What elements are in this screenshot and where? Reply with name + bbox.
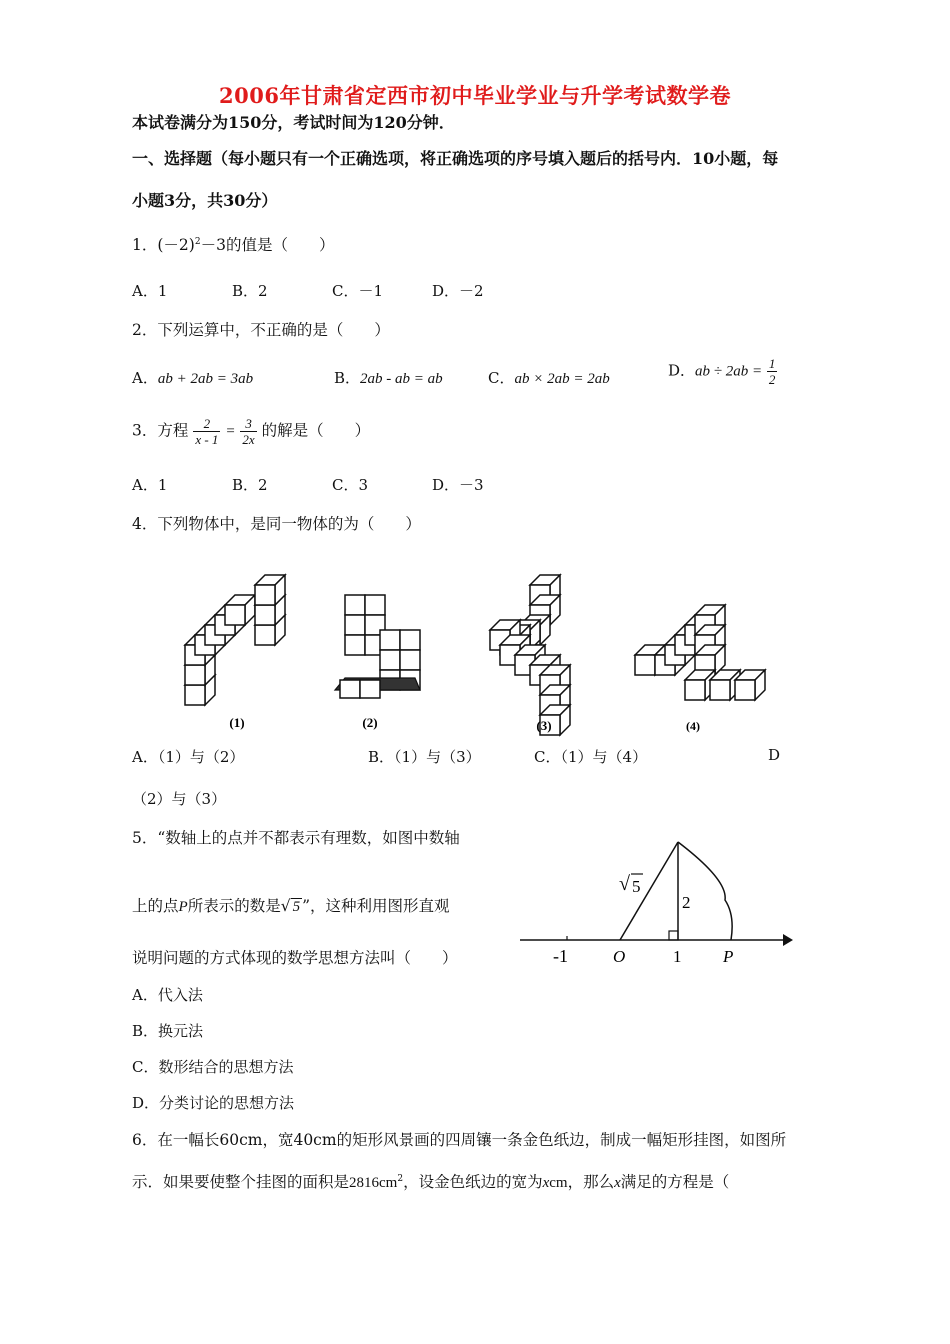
q4-figure-label-4: (4) — [686, 719, 700, 733]
q2-d-numerator: 1 — [768, 356, 776, 371]
q6-area-exponent: 2 — [397, 1173, 404, 1184]
q2-c-expression: ab × 2ab = 2ab — [514, 371, 610, 387]
q2-c-label: C． — [488, 369, 515, 387]
q1-option-d: D．－2 — [432, 282, 484, 300]
q6-line2-a: 示．如果要使整个挂图的面积是 — [132, 1173, 350, 1191]
arc-curve — [678, 842, 732, 940]
q4-option-c: C．（1）与（4） — [534, 748, 648, 766]
q3-option-b: B．2 — [232, 476, 268, 494]
q6-line2-d: 满足的方程是（ — [620, 1173, 730, 1191]
q4-figure-label-3: (3) — [536, 718, 552, 733]
q2-option-b — [334, 367, 443, 388]
section-heading-line2: 小题3分，共30分） — [132, 191, 278, 210]
arrow-right-icon — [783, 934, 793, 946]
q5-line2-c: ”，这种利用图形直观 — [302, 897, 450, 915]
tick-label-one: 1 — [673, 947, 682, 966]
q4-figure-1-icon — [185, 575, 285, 705]
q3-f2-denominator: 2x — [242, 432, 255, 447]
q5-option-c: C．数形结合的思想方法 — [132, 1058, 294, 1076]
fig-sqrt-radicand: 5 — [632, 877, 641, 896]
question-4: 4．下列物体中，是同一物体的为（ ） — [132, 515, 421, 533]
tick-label-neg1: -1 — [553, 946, 568, 966]
q4-figure-2-icon — [335, 595, 420, 698]
q3-equals: = — [225, 423, 236, 440]
q5-option-d: D．分类讨论的思想方法 — [132, 1094, 295, 1112]
section-heading-line1: 一、选择题（每小题只有一个正确选项，将正确选项的序号填入题后的括号内．10小题，每 — [132, 149, 779, 168]
q3-fraction-right — [240, 416, 256, 447]
q1-prefix: 1． — [132, 236, 158, 254]
q6-area: 2816cm — [349, 1175, 398, 1191]
q3-f1-denominator: x - 1 — [195, 432, 219, 447]
tick-label-p: P — [723, 947, 734, 966]
q5-line-3: 说明问题的方式体现的数学思想方法叫（ ） — [132, 949, 458, 967]
exam-title: 2006年甘肃省定西市初中毕业学业与升学考试数学卷 — [219, 83, 731, 108]
q2-b-label: B． — [334, 369, 361, 387]
q3-f2-numerator: 3 — [240, 416, 256, 432]
q2-a-label: A． — [132, 369, 158, 387]
q2-d-label: D． — [668, 361, 696, 380]
question-3 — [132, 416, 370, 447]
q4-option-a: A．（1）与（2） — [132, 748, 245, 766]
q3-prefix: 3．方程 — [132, 421, 189, 440]
q4-figure-4-icon — [635, 605, 765, 700]
q3-fraction-left — [193, 416, 220, 447]
tick-label-origin: O — [613, 947, 626, 966]
q2-option-a — [132, 367, 253, 388]
q3-suffix: 的解是（ ） — [261, 421, 371, 440]
q6-line2-c: ，那么 — [567, 1173, 615, 1191]
q6-line-1: 6．在一幅长60cm，宽40cm的矩形风景画的四周镶一条金色纸边，制成一幅矩形挂图，如图所 — [132, 1131, 787, 1149]
q1-rest: －3的值是（ ） — [200, 236, 335, 254]
q5-point-p: P — [178, 899, 188, 915]
q2-d-denominator: 2 — [768, 372, 776, 387]
q4-option-b: B．（1）与（3） — [368, 748, 481, 766]
q1-option-a: A．1 — [132, 282, 168, 300]
q5-line-2: 上的点P所表示的数是√ 5 ”，这种利用图形直观 — [132, 897, 450, 915]
q3-option-d: D．－3 — [432, 476, 484, 494]
q5-option-a: A．代入法 — [132, 986, 203, 1004]
q3-option-c: C．3 — [332, 476, 369, 494]
q5-line2-b: 所表示的数是 — [187, 897, 281, 915]
q1-base: (－2) — [157, 236, 195, 254]
q2-b-expression: 2ab - ab = ab — [360, 371, 443, 387]
q5-number-line-figure — [515, 830, 800, 970]
exam-intro: 本试卷满分为150分，考试时间为120分钟． — [132, 113, 455, 132]
q1-exponent: 2 — [194, 236, 201, 247]
q1-option-c: C．－1 — [332, 282, 384, 300]
q6-var-x-2: x — [614, 1175, 621, 1191]
q4-figure-label-2: (2) — [362, 715, 378, 730]
q4-option-d-continued: （2）与（3） — [132, 790, 227, 808]
fig-height-label: 2 — [682, 893, 691, 912]
question-2: 2．下列运算中，不正确的是（ ） — [132, 321, 390, 339]
q2-d-expression: ab ÷ 2ab = — [695, 363, 763, 380]
q3-option-a: A．1 — [132, 476, 168, 494]
q2-a-expression: ab + 2ab = 3ab — [157, 371, 254, 387]
q2-d-fraction — [767, 356, 778, 387]
q4-cube-figures — [170, 560, 780, 745]
q5-option-b: B．换元法 — [132, 1022, 204, 1040]
q6-line-2 — [132, 1170, 729, 1192]
q5-line2-a: 上的点 — [132, 897, 179, 915]
q5-line-1: 5．“数轴上的点并不都表示有理数，如图中数轴 — [132, 829, 460, 847]
q4-figure-3-icon — [490, 575, 570, 735]
q2-option-c — [488, 367, 610, 388]
q2-option-d — [668, 356, 777, 387]
q1-option-b: B．2 — [232, 282, 268, 300]
svg-text:√: √ — [619, 873, 630, 895]
q4-figure-label-1: (1) — [229, 715, 245, 730]
right-angle-marker — [669, 931, 678, 940]
q6-line2-b: ，设金色纸边的宽为 — [403, 1173, 543, 1191]
q5-sqrt-value: 5 — [292, 899, 301, 915]
q3-f1-numerator: 2 — [193, 416, 220, 432]
q6-unit: cm — [549, 1175, 568, 1191]
q4-option-d: D — [768, 746, 781, 764]
question-1 — [132, 233, 334, 255]
q6-var-x: x — [542, 1175, 550, 1191]
